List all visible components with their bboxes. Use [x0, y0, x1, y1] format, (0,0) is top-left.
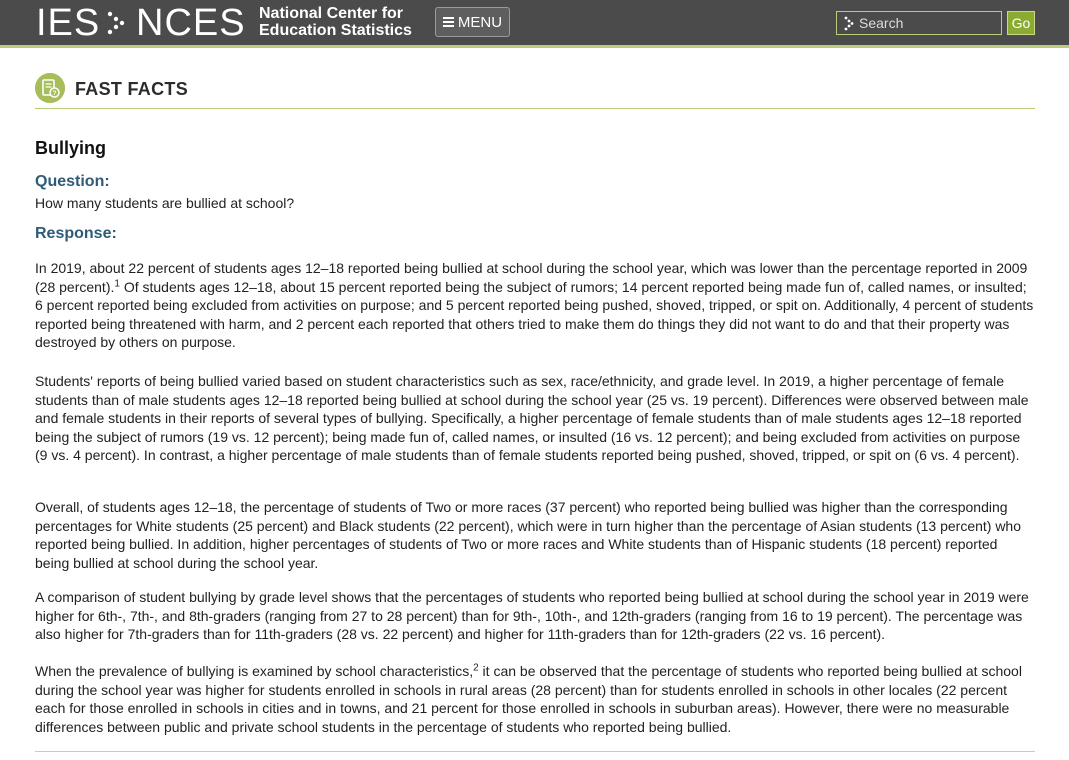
divider: [35, 751, 1035, 752]
hamburger-icon: [443, 17, 454, 27]
p5-text-a: When the prevalence of bullying is examined by school characteristics,: [35, 663, 474, 679]
response-paragraph-1: [35, 259, 1035, 352]
fast-facts-title: FAST FACTS: [75, 79, 189, 99]
question-label: Question:: [35, 173, 110, 190]
search-arrow-icon: [842, 14, 856, 32]
menu-label: MENU: [457, 13, 503, 31]
response-paragraph-3: Overall, of students ages 12–18, the percentage of students of Two or more races (37 percent) who reported being bullied was higher than the corresponding percentages for White students (25 percent) and Black students (22 percent), which were in turn higher than the percentage of Asian students (13 percent) who reported being bullied. In addition, higher percentages of students of Two or more races and White students than of Hispanic students (18 percent) reported being bullied at school during the school year.: [35, 499, 1022, 571]
nces-logo[interactable]: NCES: [136, 2, 246, 44]
site-header: [0, 0, 1069, 48]
question-text: How many students are bullied at school?: [35, 195, 295, 211]
p1-text-a: In 2019, about 22 percent of students ages 12–18 reported being bullied at school during the school year, which was lower than the percentage reported in 2009 (28 percent).: [35, 260, 1028, 295]
fast-facts-banner: [35, 72, 1035, 109]
footnote-link-2[interactable]: 2: [473, 662, 479, 674]
menu-button[interactable]: [435, 7, 510, 37]
response-paragraph-5: [35, 662, 1035, 736]
response-paragraph-4: A comparison of student bullying by grade level shows that the percentages of students who reported being bullied at school during the school year in 2019 were higher for 6th-, 7th-, and 8th-graders (ranging from 27 to 28 percent) than for 9th-, 10th-, and 12th-graders (ranging from 16 to 19 percent). The percentage was also higher for 7th-graders than for 11th-graders (28 vs. 22 percent) and higher for 11th-graders than for 12th-graders (22 vs. 16 percent).: [35, 589, 1029, 643]
org-name-line2: Education Statistics: [259, 22, 412, 39]
response-label: Response:: [35, 225, 117, 242]
footnote-link-1[interactable]: 1: [114, 277, 120, 289]
page-title: Bullying: [35, 138, 106, 158]
svg-text:?: ?: [52, 90, 57, 97]
search-input[interactable]: [856, 15, 996, 31]
fast-facts-icon: [35, 73, 65, 103]
ies-logo[interactable]: IES: [36, 2, 101, 44]
search-box[interactable]: [836, 11, 1002, 35]
org-name-line1: National Center for: [259, 5, 404, 22]
p1-text-b: Of students ages 12–18, about 15 percent reported being the subject of rumors; 14 percent reported being made fun of, called names, or insulted; 6 percent reported being excluded from activities on purpose; and 5 percent reported being pushed, shoved, tripped, or spit on. Additionally, 4 percent of students reported being threatened with harm, and 2 percent each reported that others tried to make them do things they did not want to do and that their property was destroyed by others on purpose.: [35, 278, 1034, 351]
search-go-button[interactable]: Go: [1007, 11, 1035, 35]
org-name[interactable]: [259, 5, 412, 39]
ies-arrow-icon: [104, 8, 128, 38]
response-paragraph-2: Students' reports of being bullied varied based on student characteristics such as sex, race/ethnicity, and grade level. In 2019, a higher percentage of female students than of male students ages 12–18 reported being bullied at school during the school year (25 vs. 19 percent). Differences were observed between male and female students in their reports of several types of bullying. Specifically, a higher percentage of female students than of male students ages 12–18 reported being the subject of rumors (19 vs. 12 percent); being made fun of, called names, or insulted (16 vs. 12 percent); and being excluded from activities on purpose (9 vs. 4 percent). In contrast, a higher percentage of male students than of female students reported being pushed, shoved, tripped, or spit on (6 vs. 4 percent).: [35, 373, 1029, 464]
p5-text-b: it can be observed that the percentage of students who reported being bullied at school during the school year was higher for students enrolled in schools in rural areas (28 percent) than for students enrolled in schools in other locales (22 percent each for those enrolled in schools in cities and in towns, and 21 percent for those enrolled in schools in suburban areas). However, there were no measurable differences between public and private school students in the percentage of students who reported being bullied.: [35, 663, 1022, 735]
